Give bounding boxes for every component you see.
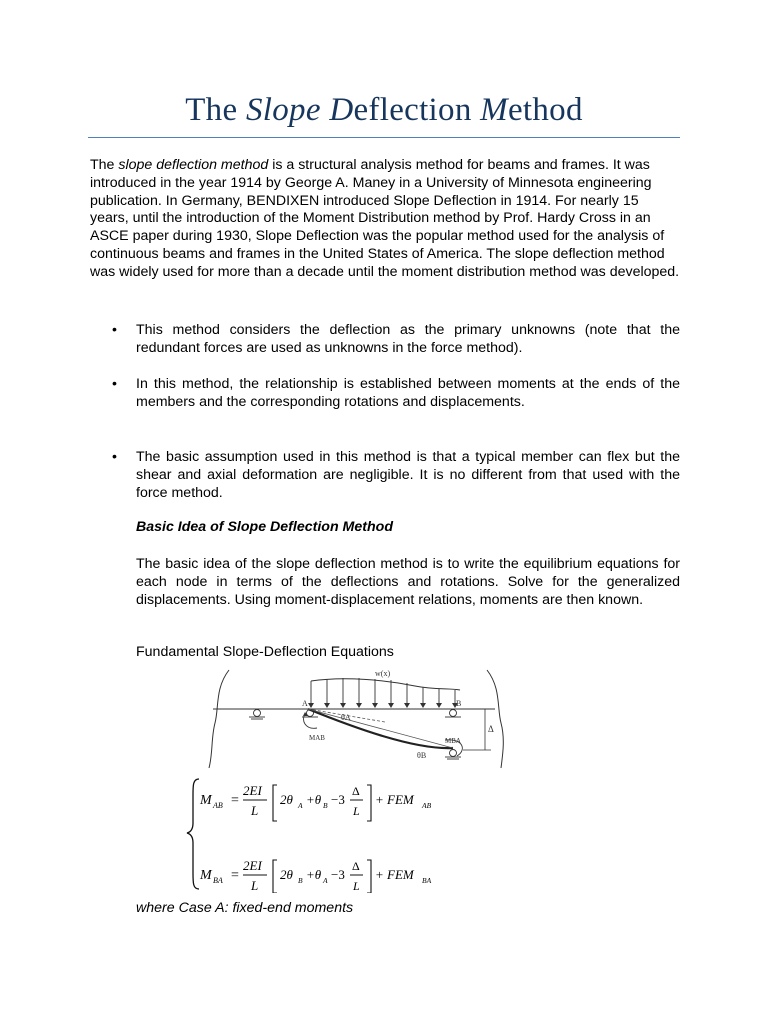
theta-b-label: θB [417, 751, 427, 760]
svg-text:+θ: +θ [306, 792, 322, 807]
svg-text:−3: −3 [331, 867, 345, 882]
label-a: A [302, 699, 308, 708]
equation-mab [199, 783, 432, 821]
svg-text:BA: BA [213, 876, 223, 885]
moment-ab-label: MAB [309, 734, 325, 742]
svg-text:L: L [251, 803, 259, 818]
basic-idea-paragraph: The basic idea of the slope deflection method is to write the equilibrium equations for each node in terms of the deflections and rotations. Solve for the generalized displacements. Using moment-displacement relations, moments are then known. [136, 556, 680, 609]
bullet-text: The basic assumption used in this method is that a typical member can flex but the shear and axial deformation are negligible. It is no different from that used with the force method. [136, 449, 680, 502]
svg-text:L: L [353, 879, 360, 893]
slope-deflection-equations [185, 775, 455, 893]
intro-emphasis: slope deflection method [118, 157, 269, 173]
svg-text:Δ: Δ [352, 859, 360, 873]
label-b: B [456, 699, 462, 708]
bullet-marker: • [112, 376, 117, 392]
bullet-item [112, 375, 680, 411]
equation-brace [187, 779, 199, 889]
svg-text:=: = [231, 868, 239, 883]
svg-text:2EI: 2EI [243, 783, 262, 798]
equation-mba [199, 858, 432, 893]
intro-paragraph: The slope deflection method is a structural analysis method for beams and frames. It was introduced in the year 1914 by George A. Maney in a University of Minnesota engineering publication. In Germany, BENDIXEN introduced Slope Deflection in 1914. For nearly 15 years, until the introduction of the Moment Distribution method by Prof. Hardy Cross in an ASCE paper during 1930, Slope Deflection was the popular method used for the analysis of continuous beams and frames in the United States of America. The slope deflection method was widely used for more than a decade until the moment distribution method was developed. [90, 157, 680, 280]
bullet-item [112, 448, 680, 503]
caption-fixed-end-moments: where Case A: fixed-end moments [136, 900, 354, 916]
support-b-displaced [445, 750, 461, 760]
fundamental-heading: Fundamental Slope-Deflection Equations [136, 644, 394, 660]
title-underline [88, 137, 680, 138]
chord-line [308, 709, 453, 748]
svg-text:−3: −3 [331, 792, 345, 807]
svg-text:L: L [353, 804, 360, 818]
moment-ba-label: MBA [445, 737, 461, 745]
svg-text:Δ: Δ [352, 784, 360, 798]
svg-text:M: M [200, 793, 212, 808]
basic-idea-heading: Basic Idea of Slope Deflection Method [136, 519, 393, 535]
load-arrows [311, 678, 455, 706]
delta-label: Δ [488, 724, 494, 734]
bullet-marker: • [112, 449, 117, 465]
svg-text:2EI: 2EI [243, 858, 262, 873]
svg-text:2θ: 2θ [280, 792, 293, 807]
svg-text:+ FEM: + FEM [375, 867, 414, 882]
svg-text:+ FEM: + FEM [375, 792, 414, 807]
beam-break-right [487, 670, 503, 768]
svg-text:AB: AB [422, 801, 432, 810]
bullet-text: In this method, the relationship is established between moments at the ends of the members and the corresponding rotations and displacements. [136, 376, 680, 411]
svg-text:+θ: +θ [306, 867, 322, 882]
bullet-text: This method considers the deflection as the primary unknowns (note that the redundant forces are used as unknowns in the force method). [136, 322, 680, 357]
svg-text:L: L [251, 878, 259, 893]
svg-text:=: = [231, 793, 239, 808]
load-label: w(x) [375, 669, 391, 678]
svg-text:2θ: 2θ [280, 867, 293, 882]
svg-text:AB: AB [213, 801, 223, 810]
svg-text:M: M [200, 868, 212, 883]
load-arrowheads [308, 703, 458, 708]
svg-text:B: B [298, 876, 303, 885]
support-b [445, 710, 461, 718]
page-title: The Slope Deflection Method [185, 92, 583, 128]
svg-text:A: A [323, 876, 328, 885]
svg-text:BA: BA [422, 876, 432, 885]
bullet-item [112, 321, 680, 357]
beam-diagram [205, 668, 505, 770]
distributed-load-curve [311, 679, 460, 690]
svg-text:A: A [298, 801, 303, 810]
support-left [249, 710, 265, 720]
bullet-marker: • [112, 322, 117, 338]
theta-a-label: θA [341, 713, 351, 722]
svg-text:B: B [323, 801, 328, 810]
beam-break-left [209, 670, 229, 768]
